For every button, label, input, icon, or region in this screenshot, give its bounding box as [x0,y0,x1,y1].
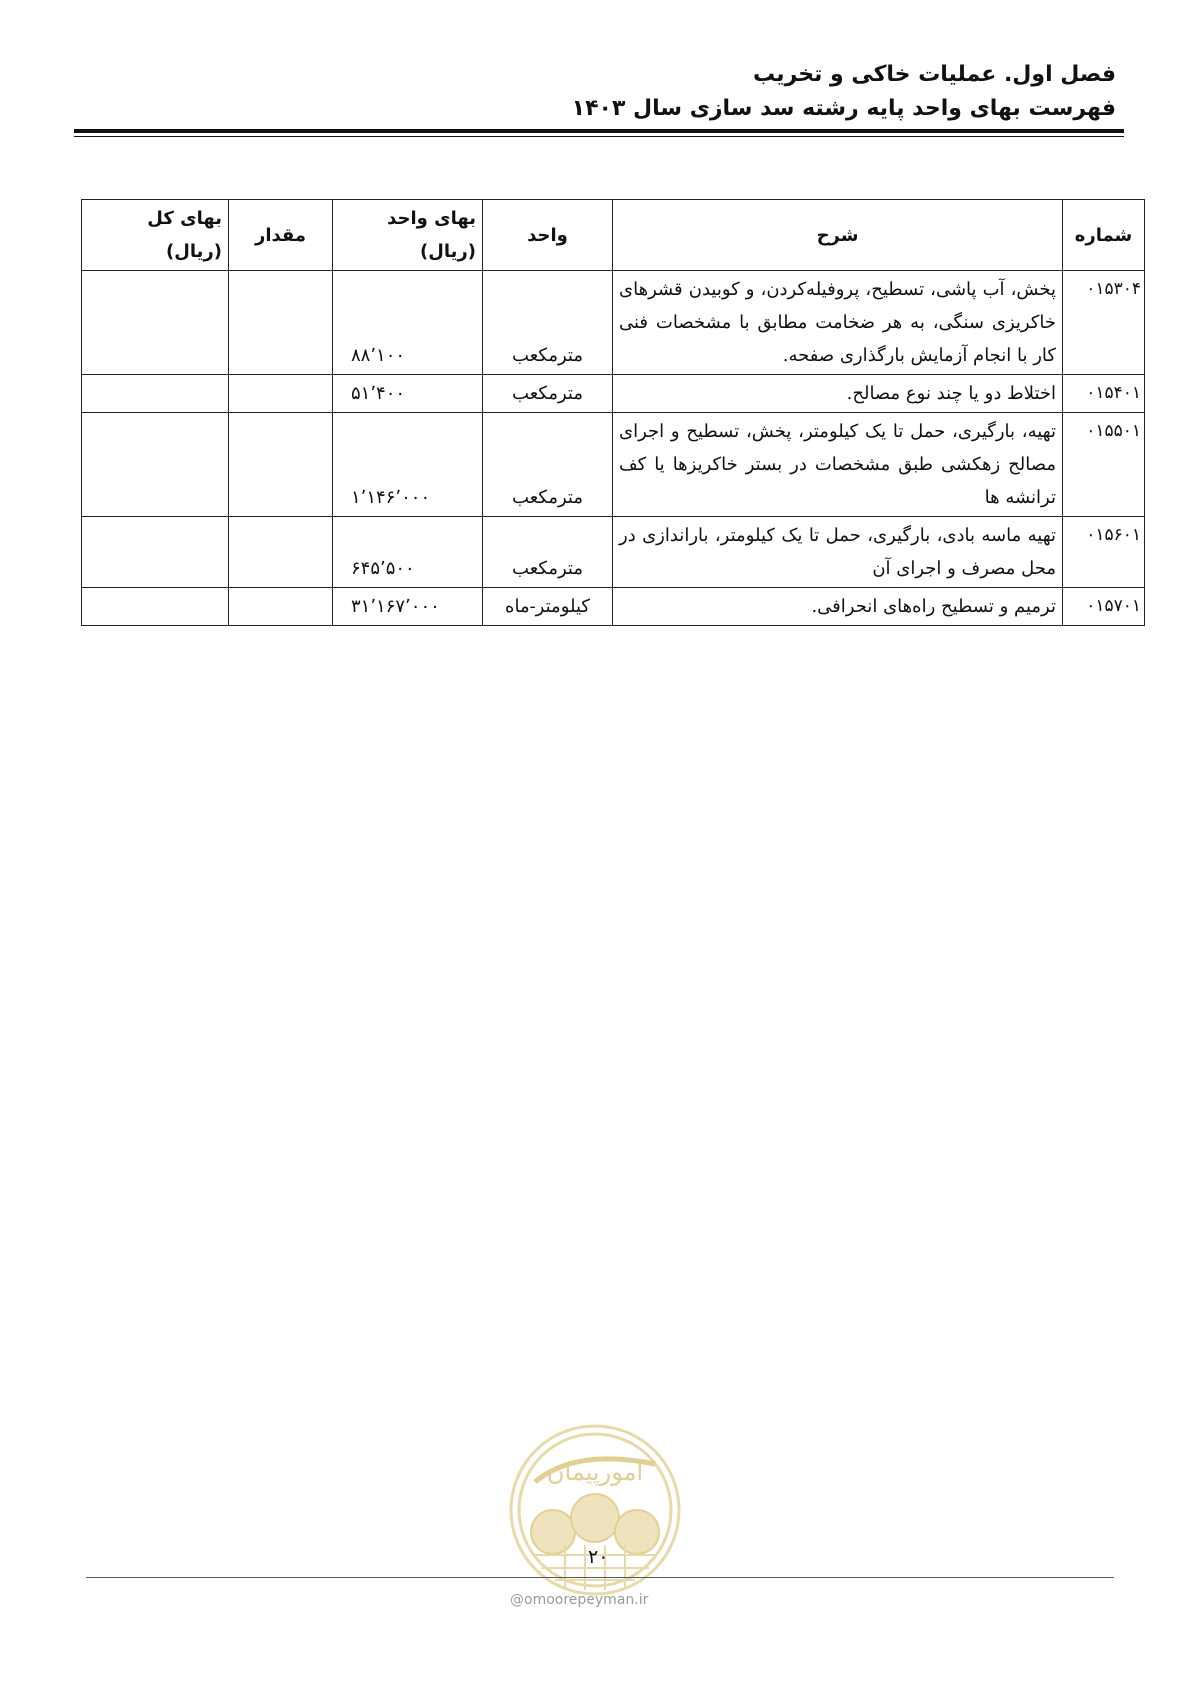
price-table [81,199,1145,626]
item-quantity [229,517,333,588]
table-row [82,517,1145,588]
item-unit-price: ۳۱٬۱۶۷٬۰۰۰ [333,588,483,626]
column-header-unit: واحد [483,200,613,271]
item-code: ۰۱۵۷۰۱ [1063,588,1145,626]
item-code: ۰۱۵۶۰۱ [1063,517,1145,588]
table-header-row [82,200,1145,271]
item-unit: مترمکعب [483,375,613,413]
item-unit-price: ۵۱٬۴۰۰ [333,375,483,413]
header-rule-thick [74,129,1124,133]
item-unit: مترمکعب [483,413,613,517]
watermark-logo [505,1420,685,1600]
item-description: پخش، آب پاشی، تسطیح، پروفیله‌کردن، و کوبیدن قشرهای خاکریزی سنگی، به هر ضخامت مطابق با مشخصات فنی کار با انجام آزمایش بارگذاری صفحه. [613,271,1063,375]
item-unit-price: ۱٬۱۴۶٬۰۰۰ [333,413,483,517]
table-row [82,413,1145,517]
item-unit: مترمکعب [483,271,613,375]
table-row [82,271,1145,375]
item-quantity [229,375,333,413]
item-total-price [82,588,229,626]
item-quantity [229,271,333,375]
item-quantity [229,413,333,517]
item-total-price [82,375,229,413]
item-description: تهیه ماسه بادی، بارگیری، حمل تا یک کیلومتر، باراندازی در محل مصرف و اجرای آن [613,517,1063,588]
column-header-unit-price: بهای واحد (ریال) [333,200,483,271]
item-total-price [82,517,229,588]
page-number: ۲۰ [588,1546,609,1568]
column-header-description: شرح [613,200,1063,271]
item-unit: مترمکعب [483,517,613,588]
item-code: ۰۱۵۵۰۱ [1063,413,1145,517]
column-header-total-price: بهای کل (ریال) [82,200,229,271]
item-unit-price: ۶۴۵٬۵۰۰ [333,517,483,588]
item-description: ترمیم و تسطیح راه‌های انحرافی. [613,588,1063,626]
column-header-code: شماره [1063,200,1145,271]
column-header-quantity: مقدار [229,200,333,271]
watermark-text: امورپیمان [546,1458,644,1486]
item-unit-price: ۸۸٬۱۰۰ [333,271,483,375]
item-code: ۰۱۵۳۰۴ [1063,271,1145,375]
item-description: تهیه، بارگیری، حمل تا یک کیلومتر، پخش، تسطیح و اجرای مصالح زهکشی طبق مشخصات در بستر خاکریزها یا کف ترانشه ها [613,413,1063,517]
page-header [572,58,1116,126]
table-row [82,375,1145,413]
chapter-title: فصل اول. عملیات خاکی و تخریب [753,62,1116,87]
header-rule-thin [74,136,1124,137]
footer-website: @omoorepeyman.ir [510,1592,649,1608]
footer-rule [86,1577,1114,1578]
item-description: اختلاط دو یا چند نوع مصالح. [613,375,1063,413]
table-row [82,588,1145,626]
item-unit: کیلومتر-ماه [483,588,613,626]
item-quantity [229,588,333,626]
item-total-price [82,271,229,375]
item-code: ۰۱۵۴۰۱ [1063,375,1145,413]
item-total-price [82,413,229,517]
list-title: فهرست بهای واحد پایه رشته سد سازی سال ۱۴۰۳ [571,96,1116,121]
